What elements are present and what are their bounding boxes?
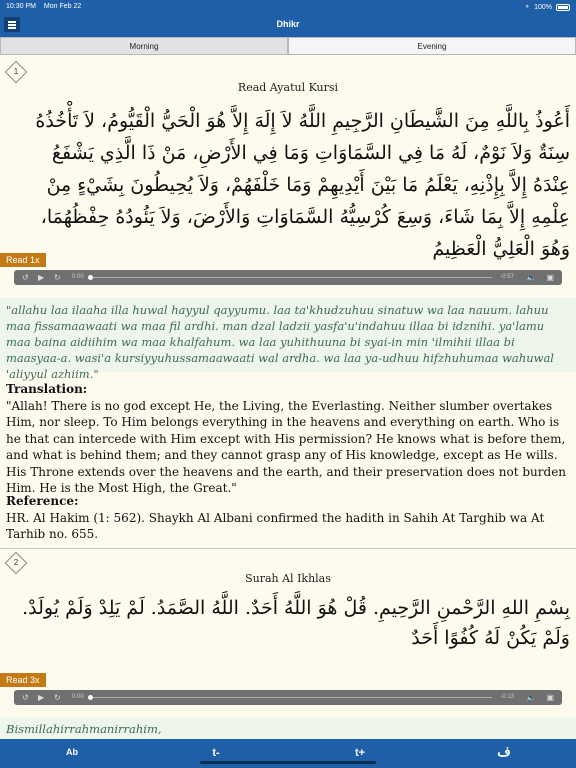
status-time: 10:30 PM	[6, 3, 36, 10]
item-title: Read Ayatul Kursi	[237, 81, 339, 94]
dhikr-list[interactable]	[0, 55, 576, 739]
item-divider	[0, 548, 576, 549]
status-bar	[0, 0, 576, 14]
read-count-badge: Read 3x	[0, 673, 46, 687]
forward-icon[interactable]: ↻	[54, 273, 61, 282]
item-number: 2	[13, 558, 19, 567]
pip-icon[interactable]: ▣	[546, 693, 554, 702]
audio-seek-bar[interactable]	[90, 277, 492, 278]
audio-seek-handle[interactable]	[88, 695, 93, 700]
battery-icon	[556, 4, 570, 11]
translation-text: "Allah! There is no god except He, the Living, the Everlasting. Neither slumber overtakes Him, nor sleep. To Him belongs everything in the heavens and everything on earth. Who is he that can intercede with Him except with His permission? He knows what is before them, and what is behind them; and they cannot grasp any of His knowledge, except as He wills. His Throne extends over the heavens and the earth, and their preservation does not burden Him. He is the Most High, the Great."	[6, 398, 567, 495]
reference-section	[6, 493, 572, 543]
rewind-icon[interactable]: ↺	[22, 693, 29, 702]
transliteration-text: "allahu laa ilaaha illa huwal hayyul qayyumu. laa ta'khudzuhuu sinatuw wa laa nauum. lahuu maa fissamaawaati wa maa fil ardhi. man dzal ladzii yasfa'u'indahuu illaa bi idznihi. ya'lamu maa baina aidiihim wa maa khalfahum. wa laa yuhithuuna bi syai-in min 'ilmihii illaa bi maasyaa-a. wasi'a kursiyyuhussamaawaati wal ardha. wa laa ya-udhuu hifzhuhumaa wahuwal 'aliyyul azhiim."	[6, 303, 554, 381]
tab-morning[interactable]: Morning	[0, 37, 288, 55]
item-number: 1	[13, 67, 19, 76]
audio-remaining-time: -0:13	[500, 694, 514, 700]
arabic-toggle-button[interactable]: ف	[497, 744, 511, 759]
play-icon[interactable]: ▶	[38, 273, 45, 282]
audio-remaining-time: -0:57	[500, 274, 514, 280]
tab-bar	[0, 37, 576, 55]
battery-percent: 100%	[534, 3, 552, 11]
translation-section	[6, 381, 572, 497]
reference-text: HR. Al Hakim (1: 562). Shaykh Al Albani confirmed the hadith in Sahih At Targhib wa At Tarhib no. 655.	[6, 510, 545, 541]
pip-icon[interactable]: ▣	[546, 273, 554, 282]
tab-evening[interactable]: Evening	[288, 37, 576, 55]
status-date: Mon Feb 22	[43, 3, 82, 10]
page-title: Dhikr	[276, 19, 300, 29]
wifi-icon: ⚬	[524, 4, 531, 11]
audio-player	[14, 270, 562, 285]
rewind-icon[interactable]: ↺	[22, 273, 29, 282]
arabic-text: بِسْمِ اللهِ الرَّحْمنِ الرَّحِيمِ. قُلْ هُوَ اللَّهُ أَحَدٌ. اللَّهُ الصَّمَدُ. لَمْ يَلِدْ وَلَمْ يُولَدْ. وَلَمْ يَكُنْ لَهُ كُفُوًا أَحَدٌ	[22, 597, 570, 649]
audio-player	[14, 690, 562, 705]
read-count-badge: Read 1x	[0, 253, 46, 267]
play-icon[interactable]: ▶	[38, 693, 45, 702]
audio-current-time: 0:00	[72, 694, 84, 700]
decrease-text-button[interactable]: t-	[212, 747, 220, 759]
arabic-text: أَعُوذُ بِاللَّهِ مِنَ الشَّيطَانِ الرَّجِيمِ اللَّهُ لاَ إِلَهَ إِلاَّ هُوَ الْحَيُّ الْقَيُّومُ، لاَ تَأْخُذُهُ سِنَةٌ وَلاَ نَوْمٌ، لَهُ مَا فِي السَّمَاوَاتِ وَمَا فِي الأَرْضِ، مَنْ ذَا الَّذِي يَشْفَعُ عِنْدَهُ إِلاَّ بِإِذْنِهِ، يَعْلَمُ مَا بَيْنَ أَيْدِيهِمْ وَمَا خَلْفَهُمْ، وَلاَ يُحِيطُونَ بِشَيْءٍ مِنْ عِلْمِهِ إِلاَّ بِمَا شَاءَ، وَسِعَ كُرْسِيُّهُ السَّمَاوَاتِ وَالأَرْضَ، وَلاَ يَئُودُهُ حِفْظُهُمَا، وَهُوَ الْعَلِيُّ الْعَظِيمُ	[35, 110, 570, 260]
forward-icon[interactable]: ↻	[54, 693, 61, 702]
item-title: Surah Al Ikhlas	[245, 572, 331, 585]
audio-seek-handle[interactable]	[88, 275, 93, 280]
transliteration-box	[0, 298, 576, 381]
audio-seek-bar[interactable]	[90, 697, 492, 698]
increase-text-button[interactable]: t+	[354, 747, 366, 759]
reference-label: Reference:	[6, 494, 79, 508]
nav-bar	[0, 14, 576, 37]
transliteration-text: Bismillahirrahmanirrahim,	[6, 722, 162, 736]
audio-current-time: 0:00	[72, 274, 84, 280]
font-button[interactable]: Ab	[66, 747, 78, 757]
translation-label: Translation:	[6, 382, 88, 396]
home-indicator[interactable]	[200, 761, 376, 764]
volume-icon[interactable]: 🔈	[526, 273, 536, 282]
volume-icon[interactable]: 🔈	[526, 693, 536, 702]
